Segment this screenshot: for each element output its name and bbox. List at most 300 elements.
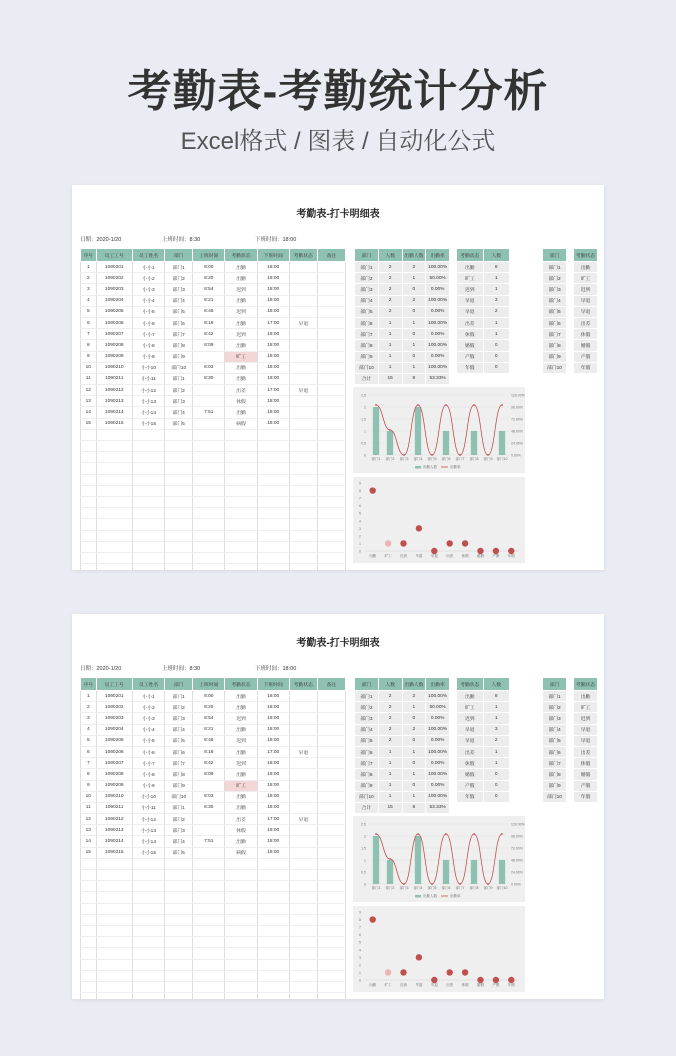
attendance-cell: [289, 724, 317, 735]
attendance-cell: 迟到: [225, 758, 257, 769]
attendance-cell: [193, 903, 225, 914]
y-tick-label: 4: [359, 519, 361, 524]
attendance-cell: [289, 847, 317, 858]
attendance-column-header: 序号: [81, 249, 97, 262]
attendance-cell: 18:00: [257, 273, 289, 284]
attendance-cell: [96, 993, 132, 999]
attendance-cell: [289, 758, 317, 769]
attendance-cell: [96, 959, 132, 970]
attendance-cell: 小小10: [132, 791, 164, 802]
attendance-cell: [81, 970, 97, 981]
dept-summary-cell: 部门1: [355, 691, 379, 702]
attendance-cell: 18:00: [257, 691, 289, 702]
dept-summary-cell: 0.00%: [426, 306, 450, 317]
dept-summary-column-header: 出勤率: [426, 678, 450, 691]
lookup-row: [543, 295, 598, 306]
lookup-cell: 部门7: [543, 329, 567, 340]
attendance-cell: 小小9: [132, 351, 164, 362]
line-point: [389, 429, 391, 431]
dept-summary-cell: 100.00%: [426, 262, 450, 273]
attendance-cell: 出勤: [225, 273, 257, 284]
attendance-cell: 17:00: [257, 814, 289, 825]
attendance-cell: [165, 903, 193, 914]
dept-summary-cell: 100.00%: [426, 317, 450, 328]
column-gap: [567, 340, 574, 351]
attendance-cell: 迟到: [225, 329, 257, 340]
lookup-header-row: [543, 249, 598, 262]
dept-summary-cell: 0.00%: [426, 329, 450, 340]
attendance-cell: [165, 496, 193, 507]
status-summary-cell: 婚假: [457, 769, 484, 780]
attendance-cell: 出勤: [225, 802, 257, 813]
attendance-cell: [96, 530, 132, 541]
attendance-row: [81, 780, 346, 791]
dept-attendance-chart: [353, 816, 525, 902]
x-tick-label: 出差: [446, 554, 454, 558]
y-tick-label: 6: [359, 504, 361, 509]
y-tick-label: 7: [359, 496, 361, 501]
attendance-cell: [257, 870, 289, 881]
attendance-cell: [193, 530, 225, 541]
y-tick-label: 2: [359, 963, 361, 968]
status-summary-cell: 8: [483, 691, 510, 702]
attendance-cell: 小小10: [132, 362, 164, 373]
attendance-cell: [317, 463, 345, 474]
attendance-cell: [96, 858, 132, 869]
attendance-cell: 14: [81, 407, 97, 418]
attendance-cell: 出差: [225, 814, 257, 825]
attendance-cell: [225, 541, 257, 552]
attendance-cell: 8:48: [193, 735, 225, 746]
dept-summary-cell: 100.00%: [426, 295, 450, 306]
attendance-empty-row: [81, 474, 346, 485]
attendance-cell: [257, 959, 289, 970]
attendance-cell: [96, 552, 132, 563]
attendance-cell: 1090209: [96, 780, 132, 791]
y-tick-label: 3: [359, 955, 361, 960]
y2-tick-label: 120.00%: [511, 822, 525, 827]
start-time-label: 上班时间：8:30: [162, 237, 201, 243]
lookup-cell: 部门6: [543, 746, 567, 757]
attendance-cell: [81, 496, 97, 507]
dept-summary-cell: 部门8: [355, 769, 379, 780]
lookup-cell: 部门4: [543, 724, 567, 735]
dept-summary-column-header: 出勤人数: [402, 249, 426, 262]
attendance-cell: [289, 903, 317, 914]
x-tick-label: 部门5: [427, 457, 437, 461]
attendance-row: [81, 702, 346, 713]
x-tick-label: 部门2: [385, 886, 395, 890]
attendance-cell: 1090208: [96, 340, 132, 351]
attendance-cell: 部门7: [165, 329, 193, 340]
lookup-cell: 部门10: [543, 362, 567, 373]
attendance-cell: 1090211: [96, 802, 132, 813]
attendance-cell: 病假: [225, 847, 257, 858]
attendance-cell: [257, 485, 289, 496]
attendance-cell: [289, 937, 317, 948]
dept-summary-row: [355, 724, 450, 735]
attendance-cell: 5: [81, 735, 97, 746]
attendance-empty-row: [81, 937, 346, 948]
attendance-cell: [225, 903, 257, 914]
column-gap: [567, 678, 574, 691]
attendance-cell: 小小6: [132, 317, 164, 328]
x-tick-label: 早退: [430, 554, 438, 558]
attendance-cell: [225, 519, 257, 530]
attendance-cell: 13: [81, 825, 97, 836]
attendance-cell: 8:18: [193, 746, 225, 757]
attendance-cell: [317, 981, 345, 992]
x-tick-label: 出勤: [369, 983, 377, 987]
attendance-cell: 1090206: [96, 746, 132, 757]
y-tick-label: 2: [359, 534, 361, 539]
attendance-row: [81, 713, 346, 724]
attendance-cell: 部门3: [165, 713, 193, 724]
attendance-cell: 部门5: [165, 735, 193, 746]
attendance-cell: [193, 463, 225, 474]
attendance-cell: [96, 970, 132, 981]
attendance-cell: [289, 340, 317, 351]
attendance-cell: 1090208: [96, 769, 132, 780]
attendance-cell: 部门1: [165, 802, 193, 813]
attendance-cell: 小小1: [132, 262, 164, 273]
status-summary-row: [457, 295, 510, 306]
dept-summary-row: [355, 702, 450, 713]
status-summary-cell: 出勤: [457, 691, 484, 702]
attendance-cell: [289, 418, 317, 429]
lookup-row: [543, 791, 598, 802]
attendance-cell: [289, 836, 317, 847]
attendance-cell: 18:00: [257, 262, 289, 273]
dept-summary-cell: 2: [402, 724, 426, 735]
attendance-cell: 18:00: [257, 306, 289, 317]
sheet-title: 考勤表-打卡明细表: [296, 638, 380, 649]
dept-summary-cell: 2: [378, 713, 402, 724]
lookup-row: [543, 702, 598, 713]
attendance-cell: 小小6: [132, 746, 164, 757]
attendance-cell: 18:00: [257, 396, 289, 407]
attendance-cell: 1090202: [96, 273, 132, 284]
dept-summary-row: [355, 306, 450, 317]
dept-summary-cell: 1: [378, 758, 402, 769]
attendance-cell: [257, 564, 289, 570]
lookup-cell: 部门2: [543, 702, 567, 713]
dept-summary-cell: 2: [378, 273, 402, 284]
attendance-cell: 8:48: [193, 306, 225, 317]
lookup-column-header: 考勤状态: [574, 678, 598, 691]
dept-summary-cell: 部门8: [355, 340, 379, 351]
status-summary-cell: 1: [483, 317, 510, 328]
attendance-cell: [317, 508, 345, 519]
attendance-cell: 小小1: [132, 691, 164, 702]
attendance-cell: [193, 814, 225, 825]
attendance-cell: 8:30: [193, 373, 225, 384]
attendance-cell: [289, 530, 317, 541]
line-point: [403, 883, 405, 885]
bar: [415, 836, 421, 884]
column-gap: [567, 362, 574, 373]
dept-summary-cell: 部门6: [355, 317, 379, 328]
attendance-row: [81, 802, 346, 813]
attendance-column-header: 考勤状态: [225, 249, 257, 262]
legend-label: 出勤率: [450, 465, 461, 469]
attendance-empty-row: [81, 463, 346, 474]
bar-line-chart-svg: [353, 816, 525, 902]
x-tick-label: 部门9: [483, 457, 493, 461]
attendance-cell: 小小4: [132, 724, 164, 735]
attendance-cell: 18:00: [257, 407, 289, 418]
attendance-cell: [317, 881, 345, 892]
attendance-cell: 部门1: [165, 373, 193, 384]
attendance-cell: [289, 825, 317, 836]
dept-summary-cell: 部门3: [355, 284, 379, 295]
attendance-cell: 出勤: [225, 836, 257, 847]
dept-summary-column-header: 出勤率: [426, 249, 450, 262]
dept-summary-cell: 0.00%: [426, 713, 450, 724]
y-tick-label: 0.5: [361, 870, 366, 875]
attendance-cell: 18:00: [257, 791, 289, 802]
attendance-cell: 部门2: [165, 814, 193, 825]
attendance-cell: 旷工: [225, 780, 257, 791]
lookup-cell: 部门4: [543, 295, 567, 306]
attendance-column-header: 考勤状态: [289, 678, 317, 691]
attendance-cell: 出勤: [225, 340, 257, 351]
dept-summary-row: [355, 691, 450, 702]
attendance-cell: [96, 881, 132, 892]
y2-tick-label: 48.00%: [511, 858, 523, 863]
dept-summary-cell: 1: [402, 273, 426, 284]
status-summary-cell: 3: [483, 295, 510, 306]
status-summary-cell: 2: [483, 735, 510, 746]
dept-summary-cell: 2: [378, 262, 402, 273]
dept-summary-cell: 部门2: [355, 273, 379, 284]
attendance-cell: [193, 564, 225, 570]
attendance-cell: 小小3: [132, 713, 164, 724]
attendance-cell: 7: [81, 758, 97, 769]
x-tick-label: 休假: [461, 983, 469, 987]
x-tick-label: 婚假: [477, 554, 484, 558]
attendance-cell: 1090212: [96, 814, 132, 825]
attendance-cell: [132, 981, 164, 992]
attendance-cell: 1: [81, 691, 97, 702]
dept-summary-cell: 部门10: [355, 362, 379, 373]
attendance-cell: 小小13: [132, 825, 164, 836]
attendance-cell: 小小3: [132, 284, 164, 295]
attendance-cell: [132, 937, 164, 948]
attendance-cell: [289, 429, 317, 440]
attendance-cell: 出勤: [225, 702, 257, 713]
line-point: [403, 454, 405, 456]
attendance-cell: [165, 970, 193, 981]
dept-summary-cell: 50.00%: [426, 273, 450, 284]
lookup-row: [543, 691, 598, 702]
attendance-cell: 出勤: [225, 362, 257, 373]
legend-label: 出勤率: [450, 894, 461, 898]
attendance-cell: 11: [81, 373, 97, 384]
attendance-cell: [289, 959, 317, 970]
attendance-cell: [257, 429, 289, 440]
dept-summary-column-header: 部门: [355, 249, 379, 262]
attendance-cell: [317, 735, 345, 746]
x-tick-label: 迟到: [400, 983, 407, 987]
status-summary-row: [457, 284, 510, 295]
status-summary-row: [457, 340, 510, 351]
attendance-row: [81, 396, 346, 407]
attendance-cell: [317, 970, 345, 981]
attendance-cell: 8: [81, 340, 97, 351]
y-tick-label: 8: [359, 489, 361, 494]
x-tick-label: 部门1: [371, 886, 381, 890]
hero-title: 考勤表-考勤统计分析: [127, 67, 549, 116]
y-tick-label: 2.5: [361, 393, 366, 398]
attendance-column-header: 下班时间: [257, 678, 289, 691]
attendance-cell: 部门3: [165, 825, 193, 836]
attendance-cell: [257, 981, 289, 992]
line-point: [501, 404, 503, 406]
attendance-cell: [132, 496, 164, 507]
column-gap: [567, 746, 574, 757]
attendance-cell: 小小8: [132, 340, 164, 351]
attendance-cell: [193, 418, 225, 429]
status-summary-cell: 0: [483, 362, 510, 373]
attendance-cell: [289, 858, 317, 869]
attendance-row: [81, 262, 346, 273]
date-label: 日期：2020-1/20: [80, 666, 122, 672]
dept-summary-cell: 53.33%: [426, 802, 450, 813]
attendance-empty-row: [81, 496, 346, 507]
attendance-cell: 小小11: [132, 373, 164, 384]
attendance-cell: [317, 351, 345, 362]
attendance-cell: [132, 970, 164, 981]
attendance-cell: [132, 959, 164, 970]
attendance-cell: [165, 452, 193, 463]
attendance-empty-row: [81, 541, 346, 552]
attendance-cell: [317, 407, 345, 418]
attendance-cell: [317, 870, 345, 881]
attendance-cell: [165, 508, 193, 519]
attendance-cell: 部门4: [165, 407, 193, 418]
attendance-cell: 1090212: [96, 385, 132, 396]
attendance-cell: [289, 791, 317, 802]
attendance-cell: [289, 351, 317, 362]
lookup-cell: 产假: [574, 351, 598, 362]
dept-summary-cell: 部门9: [355, 351, 379, 362]
attendance-cell: [132, 564, 164, 570]
attendance-cell: [289, 948, 317, 959]
lookup-row: [543, 758, 598, 769]
lookup-cell: 部门7: [543, 758, 567, 769]
series-line: [376, 405, 502, 455]
attendance-cell: 2: [81, 273, 97, 284]
x-tick-label: 旷工: [384, 554, 392, 558]
y-tick-label: 1.5: [361, 846, 366, 851]
lookup-cell: 年假: [574, 362, 598, 373]
status-summary-cell: 早退: [457, 735, 484, 746]
status-summary-cell: 0: [483, 340, 510, 351]
dept-summary-header-row: [355, 249, 450, 262]
attendance-cell: 部门7: [165, 758, 193, 769]
bar: [387, 860, 393, 884]
attendance-cell: 迟到: [225, 735, 257, 746]
status-summary-cell: 0: [483, 769, 510, 780]
attendance-cell: 1090207: [96, 329, 132, 340]
dept-summary-cell: 0.00%: [426, 780, 450, 791]
attendance-cell: 18:00: [257, 351, 289, 362]
status-summary-cell: 早退: [457, 724, 484, 735]
attendance-cell: 早退: [289, 317, 317, 328]
dept-summary-cell: 部门9: [355, 780, 379, 791]
lookup-cell: 早退: [574, 306, 598, 317]
attendance-cell: 部门5: [165, 306, 193, 317]
column-gap: [567, 791, 574, 802]
dept-summary-cell: 53.33%: [426, 373, 450, 384]
attendance-cell: [317, 993, 345, 999]
attendance-cell: 7: [81, 329, 97, 340]
attendance-cell: 部门3: [165, 396, 193, 407]
attendance-cell: [81, 881, 97, 892]
dept-summary-row: [355, 273, 450, 284]
lookup-cell: 婚假: [574, 340, 598, 351]
dept-summary-cell: 1: [402, 362, 426, 373]
attendance-cell: [289, 541, 317, 552]
lookup-cell: 旷工: [574, 273, 598, 284]
attendance-cell: 18:00: [257, 418, 289, 429]
attendance-cell: 1090213: [96, 396, 132, 407]
lookup-cell: 部门8: [543, 769, 567, 780]
scatter-point: [447, 969, 453, 975]
attendance-cell: 18:00: [257, 284, 289, 295]
dept-summary-cell: 2: [402, 295, 426, 306]
attendance-cell: [81, 959, 97, 970]
lookup-cell: 出勤: [574, 262, 598, 273]
attendance-empty-row: [81, 508, 346, 519]
attendance-cell: 部门3: [165, 284, 193, 295]
attendance-cell: [165, 519, 193, 530]
scatter-point: [385, 540, 391, 546]
dept-summary-cell: 100.00%: [426, 340, 450, 351]
attendance-cell: 8: [81, 769, 97, 780]
attendance-cell: [289, 993, 317, 999]
attendance-cell: [257, 881, 289, 892]
attendance-cell: [81, 508, 97, 519]
attendance-cell: [317, 396, 345, 407]
status-summary-row: [457, 362, 510, 373]
attendance-cell: [257, 541, 289, 552]
column-gap: [567, 249, 574, 262]
attendance-cell: [289, 273, 317, 284]
y-tick-label: 1: [364, 429, 366, 434]
line-point: [445, 404, 447, 406]
attendance-column-header: 备注: [317, 678, 345, 691]
attendance-cell: [132, 452, 164, 463]
y-tick-label: 2.5: [361, 822, 366, 827]
attendance-cell: [81, 474, 97, 485]
attendance-cell: [289, 474, 317, 485]
attendance-cell: 小小5: [132, 306, 164, 317]
attendance-cell: 出勤: [225, 317, 257, 328]
attendance-cell: [257, 474, 289, 485]
lookup-column-header: 部门: [543, 249, 567, 262]
attendance-cell: 部门8: [165, 340, 193, 351]
lookup-row: [543, 735, 598, 746]
attendance-cell: [96, 496, 132, 507]
x-tick-label: 部门8: [469, 457, 479, 461]
dept-summary-row: [355, 295, 450, 306]
attendance-cell: [289, 564, 317, 570]
scatter-chart-svg: [353, 906, 525, 992]
attendance-cell: 1090203: [96, 713, 132, 724]
dept-summary-cell: 合计: [355, 373, 379, 384]
